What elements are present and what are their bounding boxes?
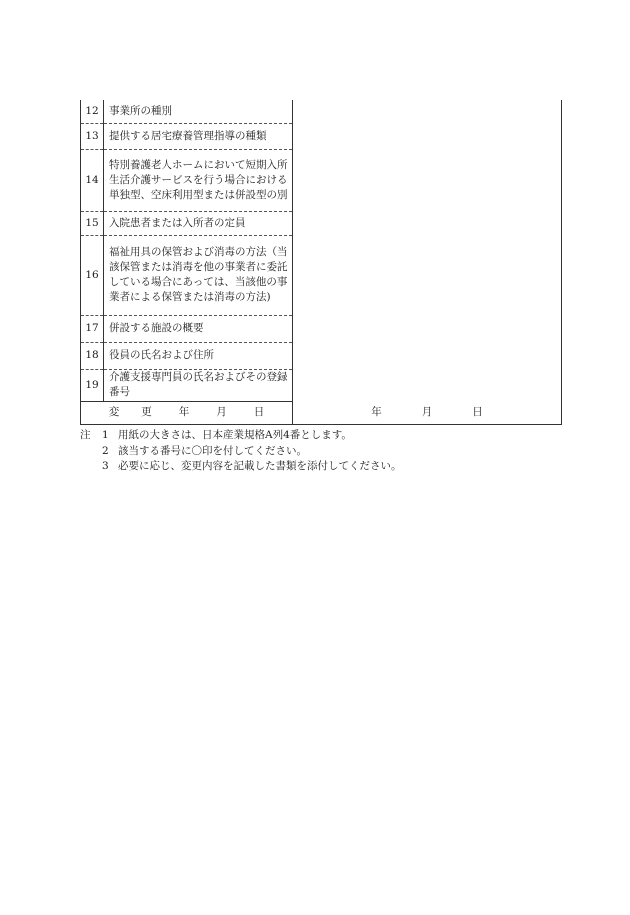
row-number: 14	[81, 149, 104, 211]
year-label: 年	[371, 405, 382, 418]
label-char: 変	[108, 406, 120, 418]
note-number: 3	[102, 460, 109, 472]
month-label: 月	[421, 405, 433, 418]
row-number: 15	[81, 211, 104, 235]
note-line	[80, 444, 560, 460]
row-number: 12	[81, 100, 104, 123]
notes	[80, 428, 560, 475]
row-item: 介護支援専門員の氏名およびその登録番号	[104, 369, 293, 401]
row-number: 16	[81, 235, 104, 315]
row-number: 17	[81, 315, 104, 342]
note-line	[80, 459, 560, 475]
note-text: 必要に応じ、変更内容を記載した書類を添付してください。	[118, 460, 402, 472]
label-char: 更	[141, 406, 152, 418]
note-number: 1	[102, 429, 109, 441]
note-number: 2	[102, 444, 109, 457]
note-text: 用紙の大きさは、日本産業規格A列4番とします。	[118, 429, 352, 441]
row-item: 特別養護老人ホームにおいて短期入所生活介護サービスを行う場合における単独型、空床利用型または併設型の別	[104, 149, 293, 211]
note-text: 該当する番号に〇印を付してください。	[118, 444, 307, 457]
row-item: 入院患者または入所者の定員	[104, 211, 293, 235]
row-item: 事業所の種別	[104, 100, 293, 123]
value-cell[interactable]	[293, 100, 562, 401]
row-number: 13	[81, 123, 104, 149]
notes-head: 注	[80, 429, 91, 441]
row-item: 福祉用具の保管および消毒の方法（当該保管または消毒を他の事業者に委託している場合にあっては、当該他の事業者による保管または消毒の方法)	[104, 235, 293, 315]
label-char: 年	[178, 406, 190, 418]
change-date-label	[81, 401, 293, 424]
table-row	[81, 100, 562, 123]
day-label: 日	[472, 405, 483, 418]
label-char: 日	[253, 406, 265, 418]
note-line	[80, 428, 560, 444]
row-item: 提供する居宅療養管理指導の種類	[104, 123, 293, 149]
label-char: 月	[216, 406, 227, 418]
change-date-row	[81, 401, 562, 424]
row-item: 併設する施設の概要	[104, 315, 293, 342]
form-table	[80, 100, 562, 425]
change-date-value[interactable]	[293, 401, 562, 424]
row-number: 18	[81, 342, 104, 369]
row-item: 役員の氏名および住所	[104, 342, 293, 369]
row-number: 19	[81, 369, 104, 401]
